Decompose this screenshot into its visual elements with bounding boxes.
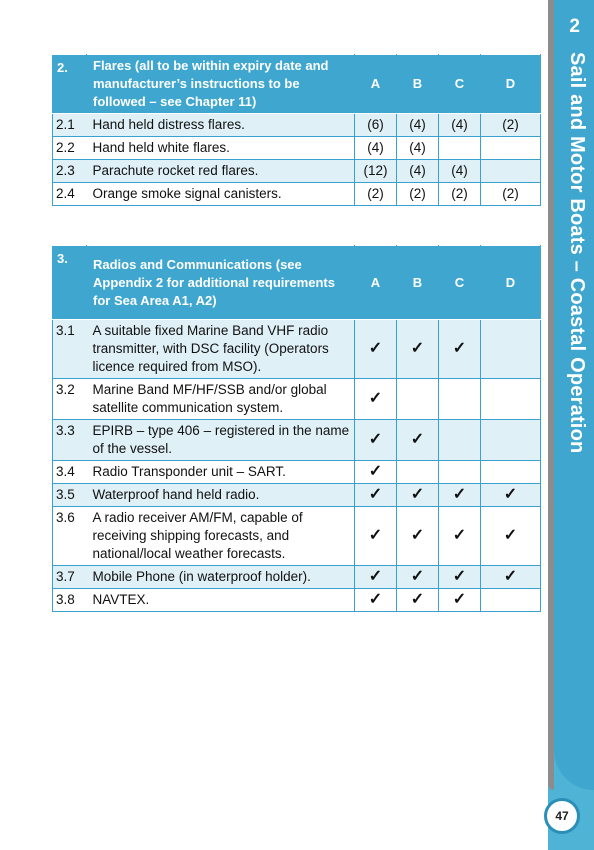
checkmark-cell: ✓ bbox=[397, 320, 439, 379]
row-number: 2.2 bbox=[53, 137, 87, 160]
quantity-cell: (12) bbox=[355, 160, 397, 183]
flares-table bbox=[52, 54, 541, 206]
column-header: C bbox=[439, 246, 481, 320]
checkmark-cell: ✓ bbox=[439, 566, 481, 589]
checkmark-cell: ✓ bbox=[355, 566, 397, 589]
row-number: 3.6 bbox=[53, 507, 87, 566]
section-number: 3. bbox=[53, 246, 87, 320]
table-row bbox=[53, 461, 541, 484]
table-row bbox=[53, 589, 541, 612]
checkmark-cell bbox=[439, 379, 481, 420]
flares-rows bbox=[53, 114, 541, 206]
row-description: A radio receiver AM/FM, capable of receiving shipping forecasts, and national/local weather forecasts. bbox=[87, 507, 355, 566]
quantity-cell: (2) bbox=[481, 114, 541, 137]
row-number: 3.7 bbox=[53, 566, 87, 589]
quantity-cell: (4) bbox=[355, 137, 397, 160]
table-row bbox=[53, 320, 541, 379]
table-row bbox=[53, 420, 541, 461]
chapter-number: 2 bbox=[569, 16, 580, 37]
checkmark-cell: ✓ bbox=[481, 484, 541, 507]
table-row bbox=[53, 137, 541, 160]
row-description: Mobile Phone (in waterproof holder). bbox=[87, 566, 355, 589]
checkmark-cell: ✓ bbox=[397, 566, 439, 589]
quantity-cell bbox=[439, 137, 481, 160]
row-description: A suitable fixed Marine Band VHF radio transmitter, with DSC facility (Operators licence required from MSO). bbox=[87, 320, 355, 379]
row-number: 3.3 bbox=[53, 420, 87, 461]
column-header: B bbox=[397, 55, 439, 114]
section-title: Flares (all to be within expiry date and manufacturer’s instructions to be followed – see Chapter 11) bbox=[87, 55, 355, 114]
checkmark-cell bbox=[481, 461, 541, 484]
column-header: A bbox=[355, 246, 397, 320]
table-row bbox=[53, 160, 541, 183]
row-number: 2.1 bbox=[53, 114, 87, 137]
quantity-cell: (2) bbox=[397, 183, 439, 206]
row-description: Marine Band MF/HF/SSB and/or global satellite communication system. bbox=[87, 379, 355, 420]
quantity-cell: (4) bbox=[397, 114, 439, 137]
quantity-cell: (4) bbox=[397, 160, 439, 183]
quantity-cell: (4) bbox=[439, 114, 481, 137]
quantity-cell: (2) bbox=[481, 183, 541, 206]
row-number: 3.2 bbox=[53, 379, 87, 420]
quantity-cell: (4) bbox=[439, 160, 481, 183]
row-description: Parachute rocket red flares. bbox=[87, 160, 355, 183]
checkmark-cell bbox=[397, 461, 439, 484]
row-description: Radio Transponder unit – SART. bbox=[87, 461, 355, 484]
row-description: EPIRB – type 406 – registered in the name of the vessel. bbox=[87, 420, 355, 461]
chapter-title: Sail and Motor Boats – Coastal Operation bbox=[566, 52, 588, 454]
checkmark-cell bbox=[397, 379, 439, 420]
section-title: Radios and Communications (see Appendix 2 for additional requirements for Sea Area A1, A2) bbox=[87, 246, 355, 320]
checkmark-cell bbox=[481, 379, 541, 420]
row-number: 3.5 bbox=[53, 484, 87, 507]
table-row bbox=[53, 566, 541, 589]
row-description: Orange smoke signal canisters. bbox=[87, 183, 355, 206]
quantity-cell bbox=[481, 137, 541, 160]
column-header: D bbox=[481, 55, 541, 114]
checkmark-cell: ✓ bbox=[481, 566, 541, 589]
table-row bbox=[53, 114, 541, 137]
quantity-cell: (2) bbox=[355, 183, 397, 206]
checkmark-cell: ✓ bbox=[355, 320, 397, 379]
checkmark-cell: ✓ bbox=[397, 507, 439, 566]
radios-table bbox=[52, 245, 541, 612]
checkmark-cell: ✓ bbox=[355, 484, 397, 507]
checkmark-cell: ✓ bbox=[397, 589, 439, 612]
checkmark-cell: ✓ bbox=[439, 507, 481, 566]
checkmark-cell: ✓ bbox=[397, 484, 439, 507]
checkmark-cell: ✓ bbox=[355, 507, 397, 566]
checkmark-cell: ✓ bbox=[397, 420, 439, 461]
chapter-side-tab bbox=[548, 0, 594, 850]
row-description: Waterproof hand held radio. bbox=[87, 484, 355, 507]
column-header: A bbox=[355, 55, 397, 114]
row-description: Hand held white flares. bbox=[87, 137, 355, 160]
radios-rows bbox=[53, 320, 541, 612]
checkmark-cell: ✓ bbox=[439, 484, 481, 507]
section-number: 2. bbox=[53, 55, 87, 114]
row-description: Hand held distress flares. bbox=[87, 114, 355, 137]
row-description: NAVTEX. bbox=[87, 589, 355, 612]
checkmark-cell: ✓ bbox=[439, 320, 481, 379]
checkmark-cell bbox=[481, 320, 541, 379]
checkmark-cell bbox=[481, 589, 541, 612]
row-number: 3.4 bbox=[53, 461, 87, 484]
checkmark-cell bbox=[439, 461, 481, 484]
checkmark-cell: ✓ bbox=[355, 589, 397, 612]
table-row bbox=[53, 379, 541, 420]
table-row bbox=[53, 484, 541, 507]
quantity-cell bbox=[481, 160, 541, 183]
checkmark-cell: ✓ bbox=[355, 420, 397, 461]
checkmark-cell: ✓ bbox=[439, 589, 481, 612]
column-header: C bbox=[439, 55, 481, 114]
table-row bbox=[53, 507, 541, 566]
checkmark-cell: ✓ bbox=[355, 379, 397, 420]
row-number: 2.4 bbox=[53, 183, 87, 206]
checkmark-cell: ✓ bbox=[355, 461, 397, 484]
checkmark-cell bbox=[439, 420, 481, 461]
checkmark-cell bbox=[481, 420, 541, 461]
quantity-cell: (6) bbox=[355, 114, 397, 137]
quantity-cell: (2) bbox=[439, 183, 481, 206]
row-number: 3.1 bbox=[53, 320, 87, 379]
page-number: 47 bbox=[544, 798, 580, 834]
quantity-cell: (4) bbox=[397, 137, 439, 160]
column-header: D bbox=[481, 246, 541, 320]
checkmark-cell: ✓ bbox=[481, 507, 541, 566]
table-row bbox=[53, 183, 541, 206]
row-number: 3.8 bbox=[53, 589, 87, 612]
column-header: B bbox=[397, 246, 439, 320]
row-number: 2.3 bbox=[53, 160, 87, 183]
